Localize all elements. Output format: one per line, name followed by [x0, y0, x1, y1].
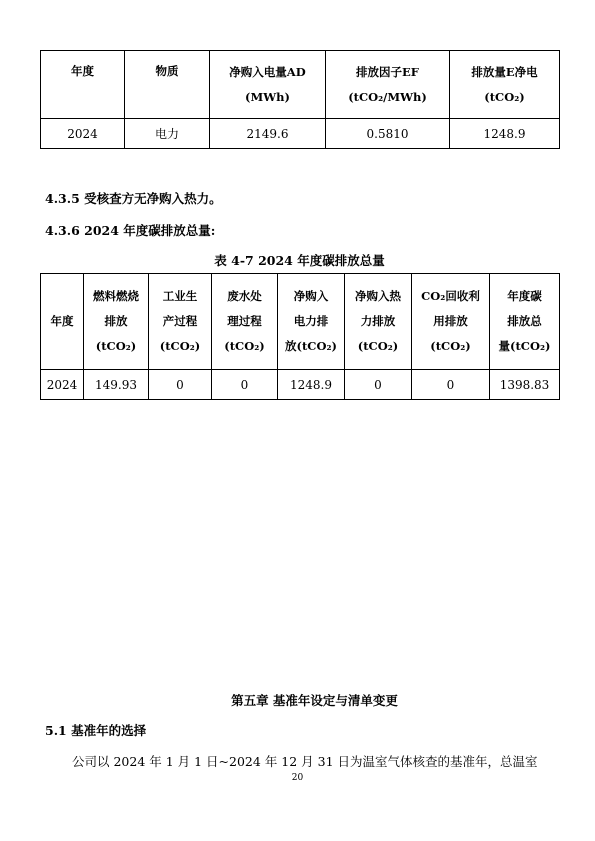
electricity-emission-table — [40, 50, 560, 149]
header-line: 排放量E净电 — [471, 64, 538, 79]
header-line: (tCO₂) — [484, 89, 525, 104]
header-line: (MWh) — [245, 89, 290, 104]
body-paragraph: 公司以 2024 年 1 月 1 日~2024 年 12 月 31 日为温室气体核查的基准年，总温室 — [72, 754, 538, 769]
section-heading-5-1: 5.1 基准年的选择 — [45, 723, 147, 738]
header-line: 排放总 — [507, 314, 542, 328]
header-cell — [278, 274, 345, 370]
table-row — [41, 370, 560, 400]
table-cell: 2024 — [41, 119, 125, 149]
table-header-row — [41, 274, 560, 370]
header-line: (tCO₂/MWh) — [348, 89, 427, 104]
header-line: 燃料燃烧 — [93, 289, 139, 303]
header-line: 净购入热 — [355, 289, 401, 303]
header-line: 电力排 — [293, 314, 329, 328]
header-line: 年度 — [50, 314, 74, 328]
header-line: 排放 — [104, 314, 128, 328]
table-cell: 0 — [345, 370, 412, 400]
table-cell: 2024 — [41, 370, 84, 400]
header-line: (tCO₂) — [224, 339, 265, 353]
header-line: 年度 — [71, 64, 94, 78]
header-line: 用排放 — [433, 314, 468, 328]
table-cell: 149.93 — [84, 370, 149, 400]
table-cell: 0 — [149, 370, 212, 400]
header-line: 年度碳 — [507, 289, 542, 303]
header-cell — [84, 274, 149, 370]
header-line: 工业生 — [162, 289, 198, 303]
header-line: (tCO₂) — [357, 339, 399, 353]
header-line: 产过程 — [162, 314, 198, 328]
section-heading-4-3-6: 4.3.6 2024 年度碳排放总量: — [45, 223, 216, 238]
table-header-row — [41, 51, 560, 119]
table-cell: 1248.9 — [450, 119, 560, 149]
table-cell: 1248.9 — [278, 370, 345, 400]
header-cell — [450, 51, 560, 119]
table-cell: 电力 — [125, 119, 210, 149]
table-cell: 0.5810 — [326, 119, 450, 149]
table-cell: 1398.83 — [490, 370, 560, 400]
header-line: 理过程 — [227, 314, 262, 328]
table-row — [41, 119, 560, 149]
header-line: (tCO₂) — [95, 339, 137, 353]
header-cell — [326, 51, 450, 119]
header-line: 力排放 — [360, 314, 396, 328]
header-cell — [490, 274, 560, 370]
header-cell — [125, 51, 210, 119]
table-cell: 0 — [212, 370, 278, 400]
header-line: 废水处 — [227, 289, 262, 303]
header-line: 排放因子EF — [356, 64, 419, 79]
header-cell — [412, 274, 490, 370]
page-number: 20 — [291, 773, 304, 783]
header-line: (tCO₂) — [159, 339, 201, 353]
header-line: 物质 — [155, 64, 179, 78]
header-line: 放(tCO₂) — [285, 339, 337, 353]
header-cell — [210, 51, 326, 119]
table-cell: 0 — [412, 370, 490, 400]
section-heading-4-3-5: 4.3.5 受核查方无净购入热力。 — [45, 191, 222, 206]
header-line: 量(tCO₂) — [498, 339, 551, 353]
chapter-title: 第五章 基准年设定与清单变更 — [231, 693, 398, 708]
header-line: 净购入 — [293, 289, 329, 303]
header-line: (tCO₂) — [430, 339, 471, 353]
header-cell — [41, 274, 84, 370]
header-cell — [149, 274, 212, 370]
header-cell — [41, 51, 125, 119]
header-cell — [345, 274, 412, 370]
header-line: 净购入电量AD — [229, 64, 306, 79]
header-line: CO₂回收利 — [421, 289, 480, 303]
total-emission-table — [40, 273, 560, 400]
header-cell — [212, 274, 278, 370]
table-caption: 表 4-7 2024 年度碳排放总量 — [214, 253, 385, 268]
table-cell: 2149.6 — [210, 119, 326, 149]
